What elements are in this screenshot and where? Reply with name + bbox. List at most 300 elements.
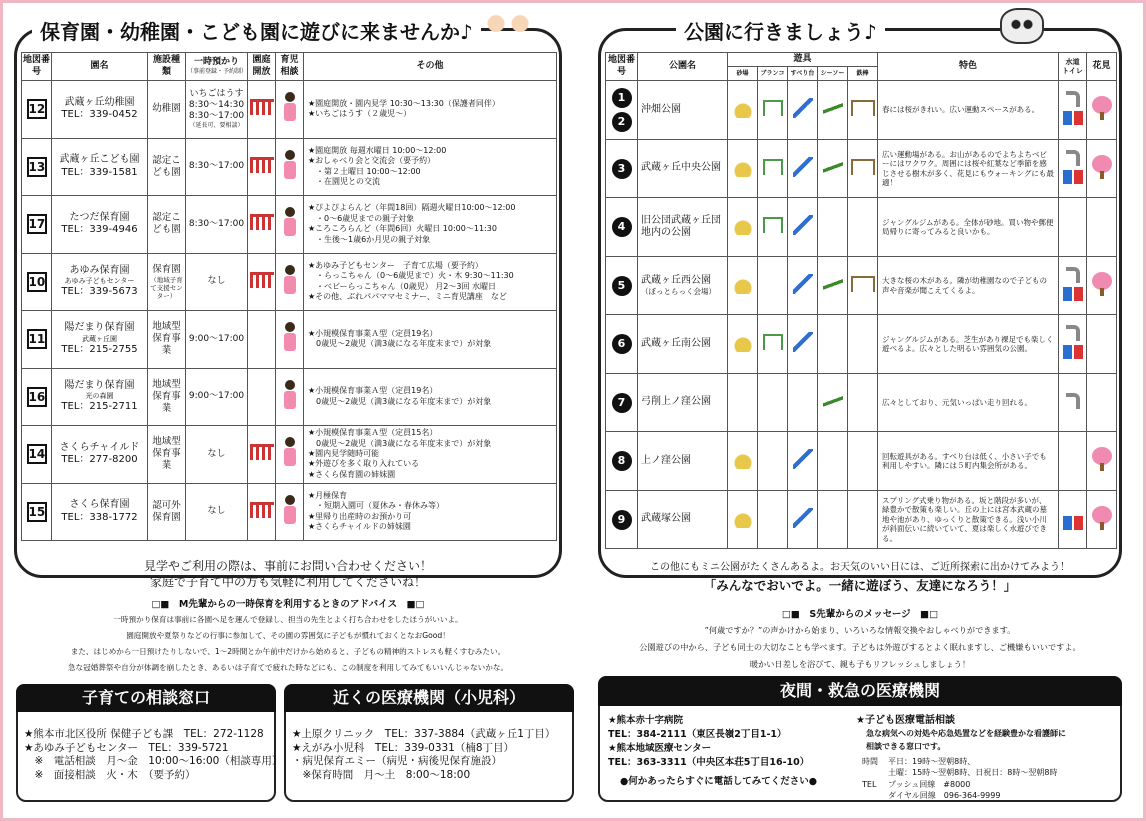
time-line: 土曜：15時～翌朝8時、日祝日：8時～翌朝8時 <box>888 768 1058 777</box>
toilet-icon <box>1063 516 1083 530</box>
map-number-cell <box>606 490 638 549</box>
nursery-name-cell <box>52 253 148 311</box>
advice-title: □■ M先輩からの一時保育を利用するときのアドバイス ■□ <box>151 599 425 610</box>
map-number: 14 <box>27 444 47 464</box>
equipment-cell <box>818 256 848 315</box>
water-toilet-cell <box>1059 432 1087 491</box>
equipment-cell <box>728 81 758 140</box>
other-info-cell <box>304 426 557 484</box>
park-subname: （ぼっとらっく会場） <box>641 287 716 297</box>
clinic-line: ※保育時間 月～土 8:00～18:00 <box>292 768 471 781</box>
gate-icon <box>250 157 274 173</box>
other-info-cell <box>304 196 557 254</box>
emergency-footer: ●何かあったらすぐに電話してみてください● <box>620 776 817 787</box>
other-info-line: ★あゆみ子どもセンター 子育て広場（要予約） <box>308 260 483 270</box>
equipment-cell <box>818 373 848 432</box>
col-sand: 砂場 <box>728 67 758 81</box>
nursery-subname: 武蔵ヶ丘園 <box>82 334 117 343</box>
other-info-line: ・生後～1歳6か月児の親子対象 <box>308 234 431 244</box>
nursery-table <box>21 52 557 541</box>
cherry-tree-icon <box>1092 272 1112 296</box>
other-info-line: ・0～6歳児までの親子対象 <box>308 213 415 223</box>
equipment-cell <box>818 139 848 198</box>
other-info-cell <box>304 138 557 196</box>
map-number: 13 <box>27 157 47 177</box>
park-feature-cell: 春には桜がきれい。広い運動スペースがある。 <box>878 81 1059 140</box>
map-number: 12 <box>27 99 47 119</box>
water-toilet-cell <box>1059 198 1087 257</box>
col-bar: 鉄棒 <box>848 67 878 81</box>
map-number: 10 <box>27 272 47 292</box>
swing-icon <box>763 159 783 175</box>
equipment-cell <box>788 432 818 491</box>
map-number: 15 <box>27 502 47 522</box>
sandbox-icon <box>733 157 753 177</box>
park-table <box>605 52 1117 549</box>
nursery-type: 認可外保育園 <box>152 499 181 523</box>
nursery-note-2: 家庭で子育て中の方も気軽に利用してくださいね！ <box>149 575 426 589</box>
sandbox-icon <box>733 449 753 469</box>
nursery-name: たつだ保育園 <box>69 211 130 223</box>
nursery-tel: TEL：215-2711 <box>61 401 138 413</box>
equipment-cell <box>788 490 818 549</box>
girl-icon <box>282 437 298 467</box>
map-number-cell <box>22 426 52 484</box>
park-name: 沖畑公園 <box>641 103 681 115</box>
equipment-cell <box>848 198 878 257</box>
nursery-subname: 光の森園 <box>85 392 114 401</box>
consult-line: ※ 面接相談 火・木 （要予約） <box>24 768 196 781</box>
park-feature-cell: ジャングルジムがある。全体が砂地。買い物や郵便局帰りに寄ってみると良いかも。 <box>878 198 1059 257</box>
col-toilet: トイレ <box>1062 66 1083 75</box>
equipment-cell <box>788 139 818 198</box>
other-info-line: ★里帰り出産時のお預かり可 <box>308 511 412 521</box>
nursery-row <box>22 426 557 484</box>
tel-line: プッシュ回線 #8000 <box>888 780 971 789</box>
map-pin: 7 <box>612 393 632 413</box>
tel-line: ダイヤル回線 096-364-9999 <box>888 791 1001 800</box>
nursery-type-cell <box>148 311 186 369</box>
nursery-name: 武蔵ヶ丘こども園 <box>59 154 140 166</box>
equipment-cell <box>758 139 788 198</box>
nursery-type-cell <box>148 253 186 311</box>
temp-care: 9:00～17:00 <box>188 333 245 344</box>
park-name-cell <box>638 373 728 432</box>
equipment-cell <box>728 490 758 549</box>
nursery-type-cell <box>148 138 186 196</box>
map-pin: 5 <box>612 276 632 296</box>
consult-cell <box>276 483 304 541</box>
toilet-icon <box>1063 170 1083 184</box>
nursery-name: さくらチャイルド <box>59 441 140 453</box>
message-line: ”何歳ですか？”の声かけから始まり、いろいろな情報交換やおしゃべりができます。 <box>704 625 1016 635</box>
phone-consult-time <box>862 756 1057 778</box>
garden-open-cell <box>248 483 276 541</box>
col-seesaw: シーソー <box>818 67 848 81</box>
slide-icon <box>793 274 813 294</box>
gate-icon <box>250 214 274 230</box>
other-info-line: ★外遊びを多く取り入れている <box>308 459 420 469</box>
flower-cell <box>1087 432 1117 491</box>
equipment-cell <box>728 256 758 315</box>
equipment-cell <box>818 315 848 374</box>
col-temp-label: 一時預かり <box>193 57 239 68</box>
flower-cell <box>1087 373 1117 432</box>
consult-cell <box>276 368 304 426</box>
park-name: 弓削上ノ窪公園 <box>641 396 711 408</box>
phone-consult-tel <box>862 779 1000 801</box>
map-number-cell <box>606 432 638 491</box>
emergency-hospitals <box>608 714 809 770</box>
map-number-cell <box>22 81 52 139</box>
col-equip: 遊具 <box>728 53 878 67</box>
dog-illustration <box>1000 8 1044 44</box>
flower-cell <box>1087 315 1117 374</box>
temp-care: 8:30～17:00 <box>188 161 245 172</box>
park-row <box>606 432 1117 491</box>
equipment-cell <box>758 315 788 374</box>
girl-icon <box>282 495 298 525</box>
map-pin: 6 <box>612 334 632 354</box>
equipment-cell <box>788 373 818 432</box>
temp-care: 8:30～17:00 <box>188 218 245 229</box>
time-values <box>888 756 1057 778</box>
equipment-cell <box>758 373 788 432</box>
park-name-cell <box>638 139 728 198</box>
advice-line: 急な冠婚葬祭や自分が体調を崩したとき、あるいは子育てで疲れた時などにも、この制度を利用してみてもいいんじゃないかな。 <box>67 663 509 672</box>
col-type: 施設種類 <box>148 53 186 81</box>
swing-icon <box>763 217 783 233</box>
toilet-icon <box>1063 287 1083 301</box>
map-number-cell <box>22 483 52 541</box>
map-number-cell <box>606 198 638 257</box>
nursery-type: 保育園 <box>152 263 181 275</box>
garden-open-cell <box>248 138 276 196</box>
temp-care: なし <box>207 276 226 287</box>
nursery-type: 地域型保育事業 <box>152 436 181 472</box>
nursery-tel: TEL：277-8200 <box>61 454 138 466</box>
temp-care-hours: 8:30～17:00 <box>188 111 245 122</box>
park-name-cell <box>638 81 728 140</box>
col-swing: ブランコ <box>758 67 788 81</box>
consult-line: ※ 電話相談 月～金 10:00～16:00（相談専用） <box>24 755 283 768</box>
water-toilet-cell <box>1059 139 1087 198</box>
col-name: 公園名 <box>638 53 728 81</box>
map-pin: 8 <box>612 451 632 471</box>
equipment-cell <box>788 256 818 315</box>
park-name-cell <box>638 256 728 315</box>
map-number-cell <box>22 196 52 254</box>
girl-icon <box>282 207 298 237</box>
gate-icon <box>250 502 274 518</box>
col-slide: すべり台 <box>788 67 818 81</box>
equipment-cell <box>728 432 758 491</box>
cherry-tree-icon <box>1092 155 1112 179</box>
park-name-cell <box>638 315 728 374</box>
toilet-icon <box>1063 111 1083 125</box>
advice-line: また、はじめから一日預けたりしないで、1～2時間とか午前中だけから始めると、子どもの精神的ストレスも軽くすむみたい。 <box>70 647 506 656</box>
equipment-cell <box>758 490 788 549</box>
nursery-row <box>22 368 557 426</box>
cherry-tree-icon <box>1092 96 1112 120</box>
nursery-row <box>22 253 557 311</box>
consult-line: ★熊本市北区役所 保健子ども課 TEL：272-1128 <box>24 728 264 740</box>
map-number-cell <box>606 256 638 315</box>
gate-icon <box>250 99 274 115</box>
garden-open-cell <box>248 311 276 369</box>
phone-consult-title: ★子ども医療電話相談 <box>856 715 955 726</box>
seesaw-icon <box>823 391 843 411</box>
equipment-cell <box>788 315 818 374</box>
equipment-cell <box>848 373 878 432</box>
park-row <box>606 490 1117 549</box>
nursery-tel: TEL：339-5673 <box>61 286 138 298</box>
nursery-name-cell <box>52 426 148 484</box>
sandbox-icon <box>733 508 753 528</box>
other-info-line: ★園庭開放・園内見学 10:30～13:30（保護者同伴） <box>308 98 500 108</box>
map-number-cell <box>22 253 52 311</box>
garden-open-cell <box>248 426 276 484</box>
consult-cell <box>276 253 304 311</box>
flower-cell <box>1087 490 1117 549</box>
garden-open-cell <box>248 253 276 311</box>
other-info-cell <box>304 81 557 139</box>
water-toilet-cell <box>1059 81 1087 140</box>
message-title: □■ S先輩からのメッセージ ■□ <box>781 609 939 620</box>
nursery-name-cell <box>52 311 148 369</box>
other-info-line: 0歳児～2歳児（満3歳になる年度末まで）が対象 <box>308 339 492 349</box>
advice-line: 一時預かり保育は事前に各園へ足を運んで登録し、担当の先生とよく打ち合わせをしたほうがいいよ。 <box>113 615 463 624</box>
flower-cell <box>1087 139 1117 198</box>
temp-care-hours: 8:30～14:30 <box>188 99 245 110</box>
consult-cell <box>276 311 304 369</box>
faucet-icon <box>1066 150 1080 166</box>
map-number-cell <box>606 315 638 374</box>
park-note-2: 「みんなでおいでよ。一緒に遊ぼう、友達になろう！」 <box>703 578 1017 593</box>
equipment-cell <box>848 139 878 198</box>
faucet-icon <box>1066 91 1080 107</box>
message-list <box>598 622 1122 673</box>
phone-consult-desc: 相談できる窓口です。 <box>866 742 946 751</box>
nursery-note <box>14 558 562 590</box>
nursery-subname: あゆみ子どもセンター <box>64 277 135 286</box>
water-toilet-cell <box>1059 490 1087 549</box>
nursery-tel: TEL：339-4946 <box>61 224 138 236</box>
girl-icon <box>282 322 298 352</box>
equipment-cell <box>818 432 848 491</box>
faucet-icon <box>1066 325 1080 341</box>
equipment-cell <box>728 315 758 374</box>
park-name: 旧公団武蔵ヶ丘団地内の公園 <box>641 214 721 238</box>
map-pin: 1 <box>612 88 632 108</box>
nursery-type: 認定こども園 <box>152 212 181 236</box>
nursery-type: 認定こども園 <box>152 154 181 178</box>
park-feature-cell: ジャングルジムがある。芝生があり裸足でも楽しく遊べるよ。広々とした明るい雰囲気の公園。 <box>878 315 1059 374</box>
nursery-tel: TEL：338-1772 <box>61 511 138 523</box>
faucet-icon <box>1066 267 1080 283</box>
temp-care-cell <box>186 311 248 369</box>
nursery-name-cell <box>52 196 148 254</box>
other-info-line: ★ぴよぴよらんど（年間18回）隔週火曜日10:00～12:00 <box>308 203 516 213</box>
temp-care-cell <box>186 253 248 311</box>
clinic-box-lines <box>292 728 555 783</box>
hospital-line: ★熊本赤十字病院 <box>608 715 684 726</box>
map-number-cell <box>22 138 52 196</box>
temp-care-cell <box>186 368 248 426</box>
other-info-line: ★さくらチャイルドの姉妹園 <box>308 522 411 532</box>
equipment-cell <box>848 256 878 315</box>
phone-consult-desc: 急な病気への対処や応急処置などを経験豊かな看護師に <box>866 729 1066 738</box>
nursery-title: 保育園・幼稚園・こども園に遊びに来ませんか♪ <box>32 16 481 45</box>
park-row <box>606 139 1117 198</box>
iron-bar-icon <box>851 276 875 292</box>
equipment-cell <box>848 315 878 374</box>
other-info-line: ★さくら保育園の姉妹園 <box>308 469 396 479</box>
map-number-cell <box>606 373 638 432</box>
nursery-note-1: 見学やご利用の際は、事前にお問い合わせください！ <box>143 559 432 573</box>
girl-icon <box>282 150 298 180</box>
park-row <box>606 315 1117 374</box>
other-info-line: ★小規模保育事業Ａ型（定員15名） <box>308 428 438 438</box>
girl-icon <box>282 265 298 295</box>
message-line: 公園遊びの中から、子ども同士の大切なことも学べます。子どもは外遊びするとよく眠れますし、ご機嫌もいいですよ。 <box>639 642 1081 652</box>
nursery-row <box>22 483 557 541</box>
nursery-name-cell <box>52 138 148 196</box>
temp-care-cell <box>186 483 248 541</box>
other-info-cell <box>304 368 557 426</box>
time-label: 時間 <box>862 757 878 766</box>
other-info-line: ★ころころらんど（年間6回）火曜日 10:00～11:30 <box>308 224 497 234</box>
nursery-type-cell <box>148 426 186 484</box>
nursery-tel: TEL：339-0452 <box>61 109 138 121</box>
other-info-line: ・短期入園可（夏休み・春休み等） <box>308 501 444 511</box>
col-flower: 花見 <box>1087 53 1117 81</box>
map-number: 16 <box>27 387 47 407</box>
equipment-cell <box>728 373 758 432</box>
seesaw-icon <box>823 157 843 177</box>
other-info-line: 0歳児～2歳児（満3歳になる年度末まで）が対象 <box>308 438 492 448</box>
nursery-row <box>22 81 557 139</box>
slide-icon <box>793 98 813 118</box>
flower-cell <box>1087 256 1117 315</box>
swing-icon <box>763 334 783 350</box>
map-number: 11 <box>27 329 47 349</box>
clinic-line: ★上原クリニック TEL：337-3884（武蔵ヶ丘1丁目） <box>292 728 556 740</box>
slide-icon <box>793 215 813 235</box>
equipment-cell <box>788 81 818 140</box>
slide-icon <box>793 157 813 177</box>
temp-care: なし <box>207 506 226 517</box>
col-feature: 特色 <box>878 53 1059 81</box>
consult-cell <box>276 138 304 196</box>
col-map: 地図番号 <box>22 53 52 81</box>
nursery-name: 陽だまり保育園 <box>64 322 135 334</box>
map-pin: 9 <box>612 510 632 530</box>
nursery-tel: TEL：339-1581 <box>61 166 138 178</box>
clinic-line: ・病児保育エミー（病児・病後児保育施設） <box>292 755 502 768</box>
col-open: 園庭開放 <box>248 53 276 81</box>
nursery-type: 幼稚園 <box>152 103 181 115</box>
nursery-name-cell <box>52 483 148 541</box>
nursery-name-cell <box>52 368 148 426</box>
slide-icon <box>793 332 813 352</box>
other-info-line: ★小規模保育事業Ａ型（定員19名） <box>308 328 438 338</box>
sandbox-icon <box>733 215 753 235</box>
temp-care-cell <box>186 426 248 484</box>
map-pin: 2 <box>612 112 632 132</box>
faucet-icon <box>1066 393 1080 409</box>
garden-open-cell <box>248 368 276 426</box>
emergency-box-title: 夜間・救急の医療機関 <box>598 676 1122 706</box>
col-other: その他 <box>304 53 557 81</box>
other-info-cell <box>304 311 557 369</box>
cherry-tree-icon <box>1092 506 1112 530</box>
water-toilet-cell <box>1059 256 1087 315</box>
col-temp <box>186 53 248 81</box>
map-pin: 4 <box>612 217 632 237</box>
equipment-cell <box>728 139 758 198</box>
map-pin: 3 <box>612 159 632 179</box>
other-info-line: ★園内見学随時可能 <box>308 449 380 459</box>
col-consult: 育児相談 <box>276 53 304 81</box>
equipment-cell <box>818 81 848 140</box>
equipment-cell <box>728 198 758 257</box>
swing-icon <box>763 100 783 116</box>
slide-icon <box>793 449 813 469</box>
equipment-cell <box>818 490 848 549</box>
consult-cell <box>276 81 304 139</box>
park-feature-cell: 回転遊具がある。すべり台は低く、小さい子でも利用しやすい。隣には５町内集会所がある。 <box>878 432 1059 491</box>
park-feature-cell: スプリング式乗り物がある。坂と階段が多いが、緑豊かで散策も楽しい。丘の上には宮本武蔵の墓地や池があり、ゆっくりと散策できる。浅い小川が斜面伝いに続いていて、夏は楽しく水遊びできる。 <box>878 490 1059 549</box>
other-info-line: ★いちごはうす（２歳児～） <box>308 109 412 119</box>
hospital-line: ★熊本地域医療センター <box>608 743 712 754</box>
other-info-line: 0歳児～2歳児（満3歳になる年度末まで）が対象 <box>308 396 492 406</box>
consult-box-lines <box>24 728 282 783</box>
water-toilet-cell <box>1059 373 1087 432</box>
consult-cell <box>276 426 304 484</box>
sandbox-icon <box>733 274 753 294</box>
col-map: 地図番号 <box>606 53 638 81</box>
nursery-row <box>22 138 557 196</box>
nursery-type-cell <box>148 368 186 426</box>
map-number-cell <box>606 81 638 140</box>
girl-icon <box>282 92 298 122</box>
map-number: 17 <box>27 214 47 234</box>
nursery-name: 武蔵ヶ丘幼稚園 <box>64 96 135 108</box>
kids-illustration <box>478 10 538 44</box>
other-info-cell <box>304 253 557 311</box>
nursery-type: 地域型保育事業 <box>152 321 181 357</box>
consult-cell <box>276 196 304 254</box>
nursery-row <box>22 196 557 254</box>
park-name: 武蔵塚公園 <box>641 513 691 525</box>
advice-list <box>14 612 562 676</box>
park-note-1: この他にもミニ公園がたくさんあるよ。お天気のいい日には、ご近所探索に出かけてみよう！ <box>650 562 1070 573</box>
equipment-cell <box>758 432 788 491</box>
nursery-type-cell <box>148 483 186 541</box>
clinic-box-title: 近くの医療機関（小児科） <box>284 684 574 712</box>
park-name: 武蔵ヶ丘西公園 <box>641 274 711 286</box>
nursery-name: さくら保育園 <box>69 499 130 511</box>
park-name-cell <box>638 198 728 257</box>
nursery-type-cell <box>148 196 186 254</box>
nursery-type-note: （地域子育て支援センター） <box>150 275 183 300</box>
hospital-line: TEL：363-3311（中央区本荘5丁目16-10） <box>608 757 810 768</box>
equipment-cell <box>848 432 878 491</box>
equipment-cell <box>758 198 788 257</box>
equipment-cell <box>848 490 878 549</box>
other-info-line: ・らっこちゃん（0～6歳児まで）火・木 9:30～11:30 <box>308 271 514 281</box>
